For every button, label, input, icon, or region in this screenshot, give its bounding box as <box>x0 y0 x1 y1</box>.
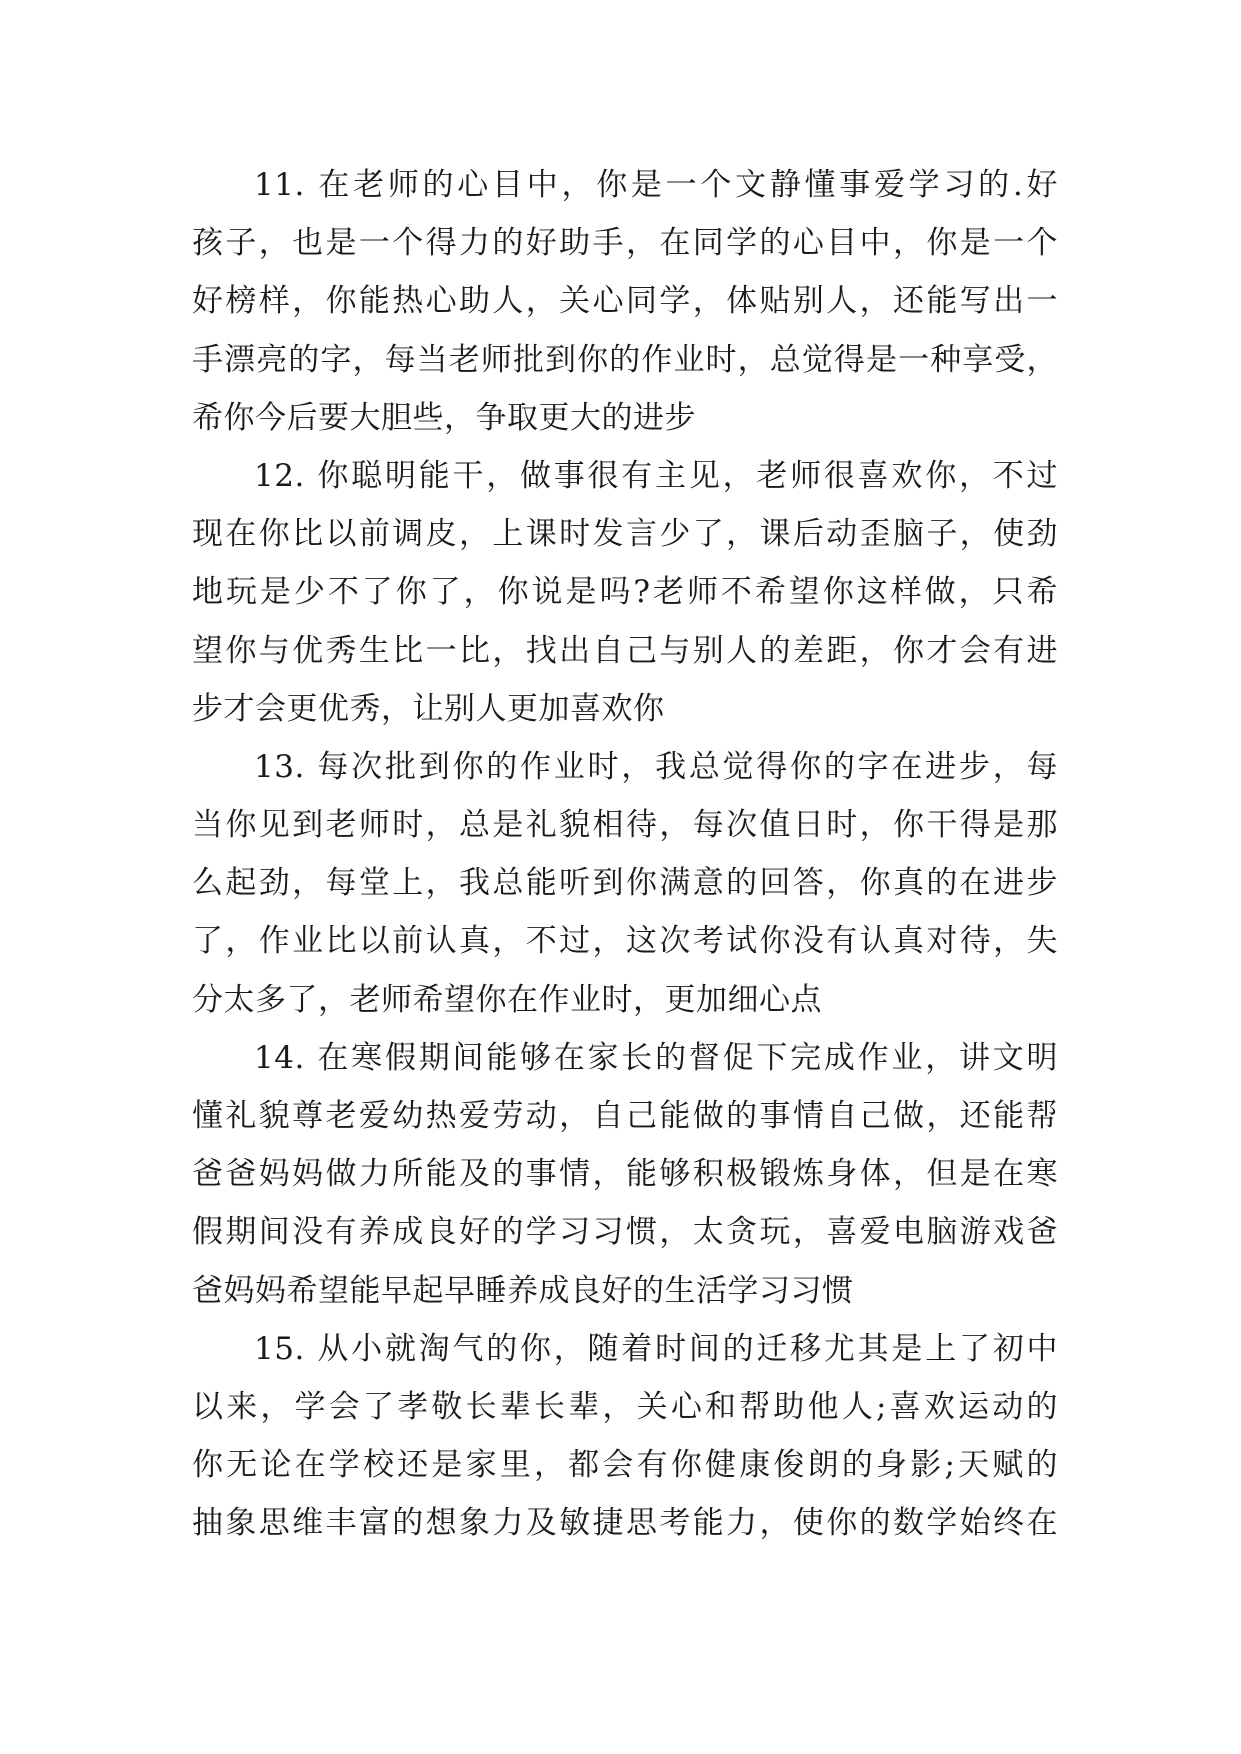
text-line: 地玩是少不了你了，你说是吗?老师不希望你这样做，只希 <box>192 574 1058 611</box>
text-line: 懂礼貌尊老爱幼热爱劳动，自己能做的事情自己做，还能帮 <box>192 1098 1058 1134</box>
text-line: 爸爸妈妈做力所能及的事情，能够积极锻炼身体，但是在寒 <box>192 1156 1058 1193</box>
text-line: 爸妈妈希望能早起早睡养成良好的生活学习习惯 <box>192 1272 854 1309</box>
text-line: 14. 在寒假期间能够在家长的督促下完成作业，讲文明 <box>254 1039 1058 1076</box>
paragraph-14 <box>192 1029 1058 1320</box>
text-line: 步才会更优秀，让别人更加喜欢你 <box>192 690 665 727</box>
text-line: 11. 在老师的心目中，你是一个文静懂事爱学习的.好 <box>254 167 1058 203</box>
paragraph-11 <box>192 156 1058 447</box>
text-line: 望你与优秀生比一比，找出自己与别人的差距，你才会有进 <box>192 632 1058 669</box>
text-line: 孩子，也是一个得力的好助手，在同学的心目中，你是一个 <box>192 225 1058 262</box>
text-line: 么起劲，每堂上，我总能听到你满意的回答，你真的在进步 <box>192 865 1058 902</box>
document-body <box>192 156 1058 1553</box>
paragraph-12 <box>192 447 1058 738</box>
paragraph-15 <box>192 1320 1058 1553</box>
text-line: 手漂亮的字，每当老师批到你的作业时，总觉得是一种享受， <box>192 341 1058 378</box>
text-line: 分太多了，老师希望你在作业时，更加细心点 <box>192 981 822 1018</box>
text-line: 以来，学会了孝敬长辈长辈，关心和帮助他人;喜欢运动的 <box>192 1388 1058 1425</box>
text-line: 13. 每次批到你的作业时，我总觉得你的字在进步，每 <box>254 748 1058 785</box>
text-line: 12. 你聪明能干，做事很有主见，老师很喜欢你，不过 <box>254 457 1058 494</box>
text-line: 了，作业比以前认真，不过，这次考试你没有认真对待，失 <box>192 923 1058 960</box>
paragraph-13 <box>192 738 1058 1029</box>
text-line: 你无论在学校还是家里，都会有你健康俊朗的身影;天赋的 <box>192 1447 1058 1484</box>
text-line: 好榜样，你能热心助人，关心同学，体贴别人，还能写出一 <box>192 283 1058 320</box>
text-line: 现在你比以前调皮，上课时发言少了，课后动歪脑子，使劲 <box>192 516 1058 553</box>
text-line: 15. 从小就淘气的你，随着时间的迁移尤其是上了初中 <box>254 1330 1058 1367</box>
text-line: 希你今后要大胆些，争取更大的进步 <box>192 399 696 436</box>
text-line: 抽象思维丰富的想象力及敏捷思考能力，使你的数学始终在 <box>192 1505 1058 1542</box>
text-line: 当你见到老师时，总是礼貌相待，每次值日时，你干得是那 <box>192 807 1058 844</box>
text-line: 假期间没有养成良好的学习习惯，太贪玩，喜爱电脑游戏爸 <box>192 1214 1058 1251</box>
